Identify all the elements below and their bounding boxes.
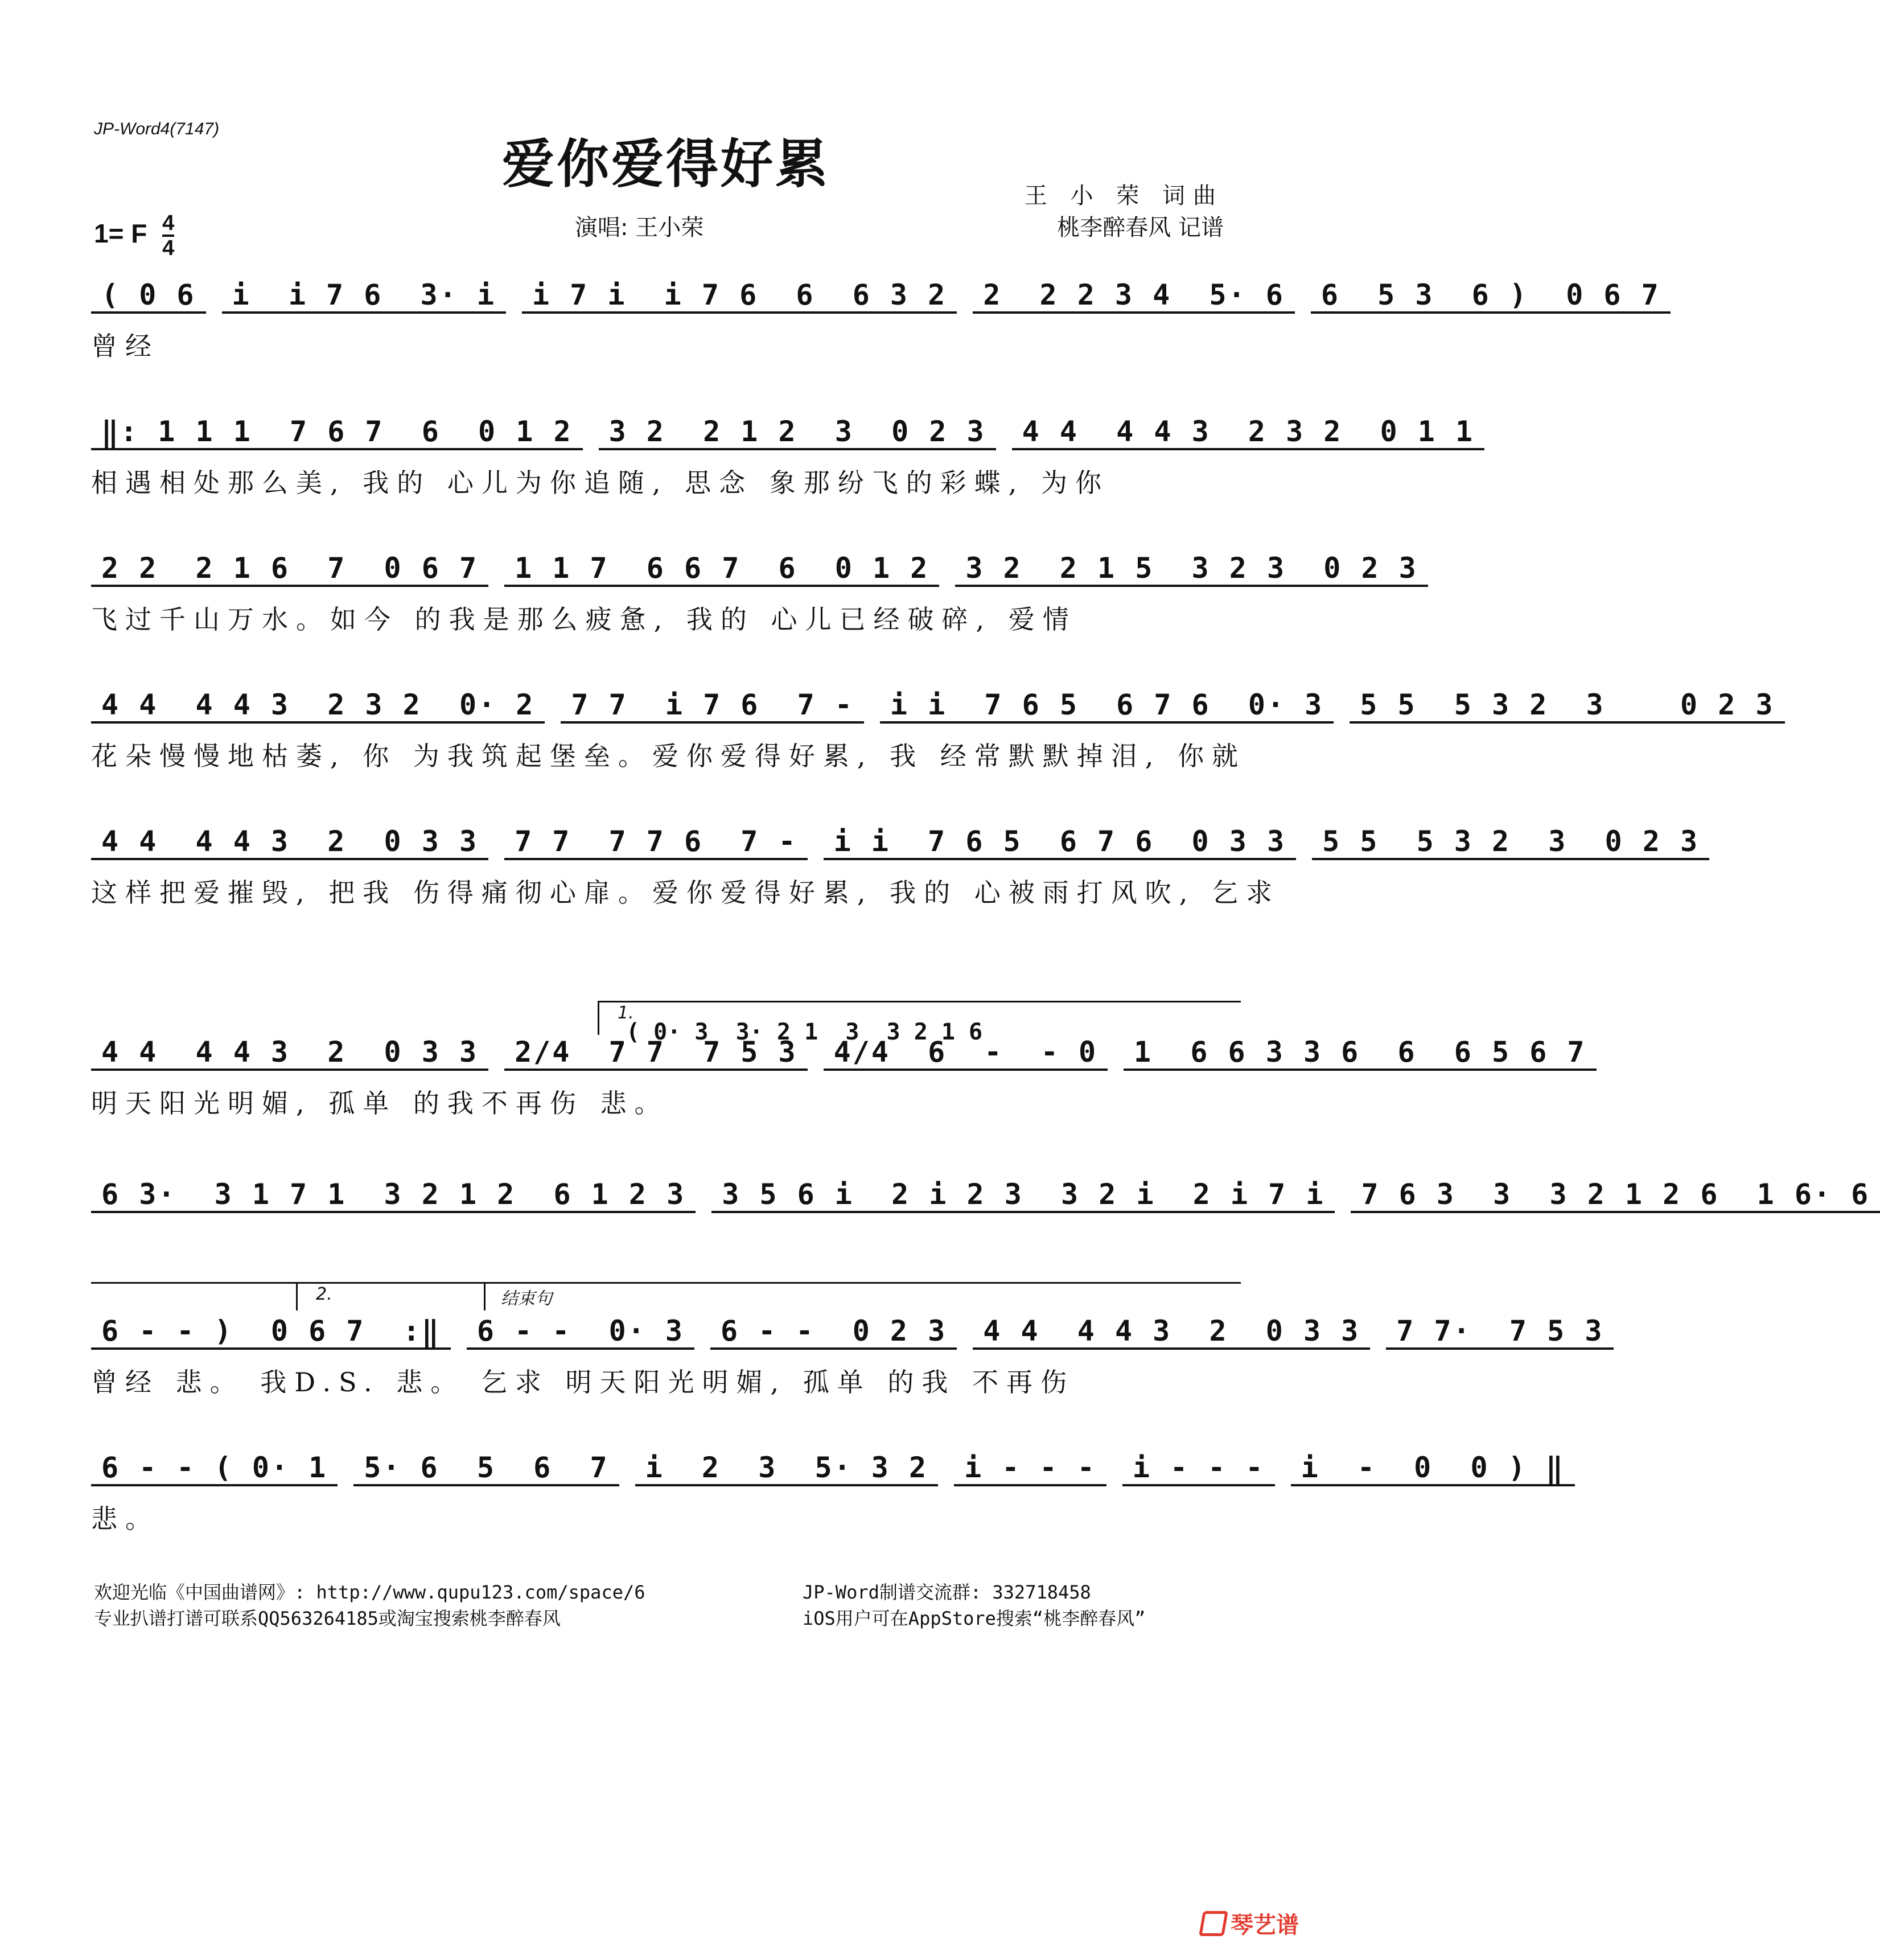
measure: 6 - - ( 0· 1 xyxy=(91,1451,338,1486)
lyric-line: 曾经 悲。 我D.S. 悲。 乞求 明天阳光明媚, 孤单 的我 不再伤 xyxy=(91,1367,1075,1398)
score-row xyxy=(91,1446,1565,1534)
measure: i i 7 6 3· i xyxy=(222,278,506,314)
measure: i i 7 6 5 6 7 6 0 3 3 xyxy=(824,825,1296,860)
measure: 2 2 2 1 6 7 0 6 7 xyxy=(91,552,488,587)
brand-icon xyxy=(1199,1911,1228,1936)
measure: 2 2 2 3 4 5· 6 xyxy=(973,278,1295,314)
note-line xyxy=(91,1446,1565,1491)
lyricist-composer-credit: 王 小 荣 词曲 xyxy=(1024,183,1224,209)
brand-logo xyxy=(1201,1907,1299,1940)
score-row xyxy=(91,547,1418,635)
transcriber-credit: 桃李醉春风 记谱 xyxy=(1057,215,1224,241)
footer-group: JP-Word制谱交流群: 332718458 xyxy=(803,1581,1091,1603)
lyric-line: 悲。 xyxy=(91,1503,159,1534)
score-row xyxy=(91,273,1660,361)
measure: 5 5 5 3 2 3 0 2 3 xyxy=(1350,688,1784,724)
note-line xyxy=(91,273,1660,319)
volta-2-bracket-edge xyxy=(296,1282,298,1310)
page-title: 爱你爱得好累 xyxy=(501,133,830,195)
score-row xyxy=(91,1173,1870,1258)
measure: 6 - - 0· 3 xyxy=(467,1314,694,1350)
footer-ios: iOS用户可在AppStore搜索“桃李醉春风” xyxy=(803,1608,1146,1629)
measure: i 2 3 5· 3 2 xyxy=(635,1451,939,1486)
score-row xyxy=(91,683,1775,771)
measure: 4 4 4 4 3 2 3 2 0 1 1 xyxy=(1012,415,1484,450)
footer-contact: 专业扒谱打谱可联系QQ563264185或淘宝搜索桃李醉春风 xyxy=(94,1608,561,1629)
measure: 2/4 7 7 7 5 3 xyxy=(504,1036,808,1071)
note-line xyxy=(91,547,1418,592)
measure: ‖: 1 1 1 7 6 7 6 0 1 2 xyxy=(91,415,583,450)
software-tag: JP-Word4(7147) xyxy=(94,120,220,138)
score-row xyxy=(91,410,1475,498)
note-line xyxy=(91,683,1775,729)
measure: 6 - - ) 0 6 7 :‖ xyxy=(91,1314,451,1350)
measure: 6 3· 3 1 7 1 3 2 1 2 6 1 2 3 xyxy=(91,1178,696,1213)
measure: i - - - xyxy=(1122,1451,1275,1486)
time-sig-top: 4 xyxy=(162,211,175,235)
volta-2-bracket xyxy=(91,1282,1241,1284)
volta-1-notes: ( 0· 3 3· 2 1 3 3 2 1 6 xyxy=(626,1019,983,1045)
measure: 4 4 4 4 3 2 0 3 3 xyxy=(91,1036,488,1071)
measure: 4 4 4 4 3 2 0 3 3 xyxy=(973,1314,1370,1350)
note-line xyxy=(91,410,1475,455)
measure: 7 6 3 3 3 2 1 2 6 1 6· 6 xyxy=(1351,1178,1880,1213)
measure: 3 2 2 1 2 3 0 2 3 xyxy=(599,415,996,450)
measure: 1 1 7 6 6 7 6 0 1 2 xyxy=(504,552,939,587)
measure: 3 5 6 i 2 i 2 3 3 2 i 2 i 7 i xyxy=(711,1178,1335,1213)
measure: 5 5 5 3 2 3 0 2 3 xyxy=(1312,825,1709,860)
score-row xyxy=(91,820,1700,908)
measure: i - 0 0 ) ‖ xyxy=(1291,1451,1575,1486)
measure: 4/4 6 - - 0 xyxy=(824,1036,1108,1071)
lyric-line: 相遇相处那么美, 我的 心儿为你追随, 思念 象那纷飞的彩蝶, 为你 xyxy=(91,467,1109,498)
measure: i 7 i i 7 6 6 6 3 2 xyxy=(522,278,957,314)
measure: 6 - - 0 2 3 xyxy=(710,1314,957,1350)
key-signature xyxy=(94,212,174,260)
measure: ( 0 6 xyxy=(91,278,206,314)
measure: 7 7 i 7 6 7 - xyxy=(561,688,864,724)
measure: 4 4 4 4 3 2 0 3 3 xyxy=(91,825,488,860)
time-signature xyxy=(162,212,174,260)
time-sig-bar: 4 xyxy=(162,235,174,260)
lyric-line: 这样把爱摧毁, 把我 伤得痛彻心扉。爱你爱得好累, 我的 心被雨打风吹, 乞求 xyxy=(91,877,1280,908)
measure: i - - - xyxy=(954,1451,1106,1486)
measure: 4 4 4 4 3 2 3 2 0· 2 xyxy=(91,688,545,724)
lyric-line: 明天阳光明媚, 孤单 的我不再伤 悲。 xyxy=(91,1088,669,1119)
measure: 3 2 2 1 5 3 2 3 0 2 3 xyxy=(955,552,1428,587)
measure: 6 5 3 6 ) 0 6 7 xyxy=(1311,278,1671,314)
lyric-line: 飞过千山万水。如今 的我是那么疲惫, 我的 心儿已经破碎, 爱情 xyxy=(91,604,1077,635)
measure: i i 7 6 5 6 7 6 0· 3 xyxy=(880,688,1334,724)
measure: 7 7· 7 5 3 xyxy=(1386,1314,1614,1350)
measure: 1 6 6 3 3 6 6 6 5 6 7 xyxy=(1124,1036,1596,1071)
note-line xyxy=(91,1173,1870,1218)
ending-bracket-edge xyxy=(484,1282,486,1310)
volta-2-label: 2. xyxy=(316,1284,332,1304)
measure: 7 7 7 7 6 7 - xyxy=(504,825,808,860)
volta-1-label: 1. xyxy=(618,1003,634,1023)
footer-website: 欢迎光临《中国曲谱网》: http://www.qupu123.com/space/6 xyxy=(94,1581,645,1603)
ending-label: 结束句 xyxy=(501,1289,552,1309)
score-row xyxy=(91,1309,1604,1398)
note-line xyxy=(91,820,1700,865)
measure: 5· 6 5 6 7 xyxy=(353,1451,619,1486)
volta-1-bracket-edge xyxy=(598,1001,599,1035)
note-line xyxy=(91,1309,1604,1355)
volta-1-bracket xyxy=(598,1001,1241,1002)
brand-name: 琴艺谱 xyxy=(1231,1912,1299,1938)
lyric-line: 花朵慢慢地枯萎, 你 为我筑起堡垒。爱你爱得好累, 我 经常默默掉泪, 你就 xyxy=(91,741,1246,771)
lyric-line: 曾经 xyxy=(91,331,159,361)
key-label: 1= F xyxy=(94,219,147,249)
singer-credit: 演唱: 王小荣 xyxy=(575,215,704,241)
